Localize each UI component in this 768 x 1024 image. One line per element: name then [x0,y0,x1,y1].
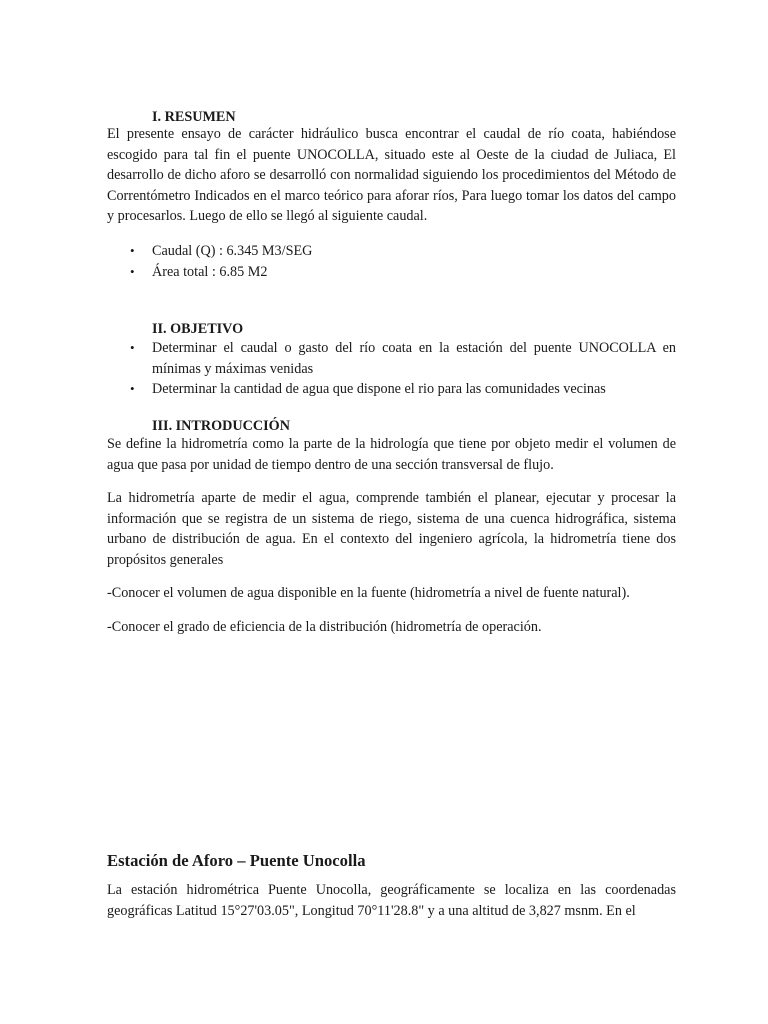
introduccion-paragraph-2: La hidrometría aparte de medir el agua, comprende también el planear, ejecutar y procesar la información que se registra de un sistema de riego, sistema de una cuenca hidrográfica, sistema urbano de distribución de agua. En el contexto del ingeniero agrícola, la hidrometría tiene dos propósitos generales [107,490,676,568]
section-heading-objetivo: II. OBJETIVO [152,321,244,337]
list-item [107,241,676,262]
introduccion-paragraph-1: Se define la hidrometría como la parte de la hidrología que tiene por objeto medir el volumen de agua que pasa por unidad de tiempo dentro de una sección transversal de flujo. [107,436,676,473]
introduccion-line-volumen: -Conocer el volumen de agua disponible en la fuente (hidrometría a nivel de fuente natural). [107,585,630,601]
section-heading-estacion-aforo: Estación de Aforo – Puente Unocolla [107,851,366,870]
resumen-paragraph: El presente ensayo de carácter hidráulico busca encontrar el caudal de río coata, habiéndose escogido para tal fin el puente UNOCOLLA, situado este al Oeste de la ciudad de Juliaca, El desarrollo de dicho aforo se desarrolló con normalidad siguiendo los procedimientos del Método de Correntómetro Indicados en el marco teórico para aforar ríos, Para luego tomar los datos del campo y procesarlos. Luego de ello se llegó al siguiente caudal. [107,126,676,224]
objetivo-bullet-list [107,338,676,400]
resumen-bullet-list [107,241,676,282]
bullet-icon: • [130,381,135,396]
bullet-text-area: Área total : 6.85 M2 [152,263,268,280]
list-item [107,262,676,283]
bullet-text-objetivo-1: Determinar el caudal o gasto del río coata en la estación del puente UNOCOLLA en mínimas y máximas venidas [152,340,676,377]
bullet-icon: • [130,340,135,355]
list-item [107,379,676,400]
introduccion-line-eficiencia: -Conocer el grado de eficiencia de la distribución (hidrometría de operación. [107,619,542,635]
section-heading-introduccion: III. INTRODUCCIÓN [152,418,290,434]
bullet-text-objetivo-2: Determinar la cantidad de agua que dispone el rio para las comunidades vecinas [152,381,606,397]
bullet-icon: • [130,263,135,279]
section-heading-resumen: I. RESUMEN [152,109,236,125]
bullet-text-caudal: Caudal (Q) : 6.345 M3/SEG [152,243,313,259]
list-item [107,338,676,379]
bullet-icon: • [130,243,135,258]
estacion-paragraph: La estación hidrométrica Puente Unocolla, geográficamente se localiza en las coordenadas geográficas Latitud 15°27'03.05", Longitud 70°11'28.8" y a una altitud de 3,827 msnm. En el [107,882,676,919]
